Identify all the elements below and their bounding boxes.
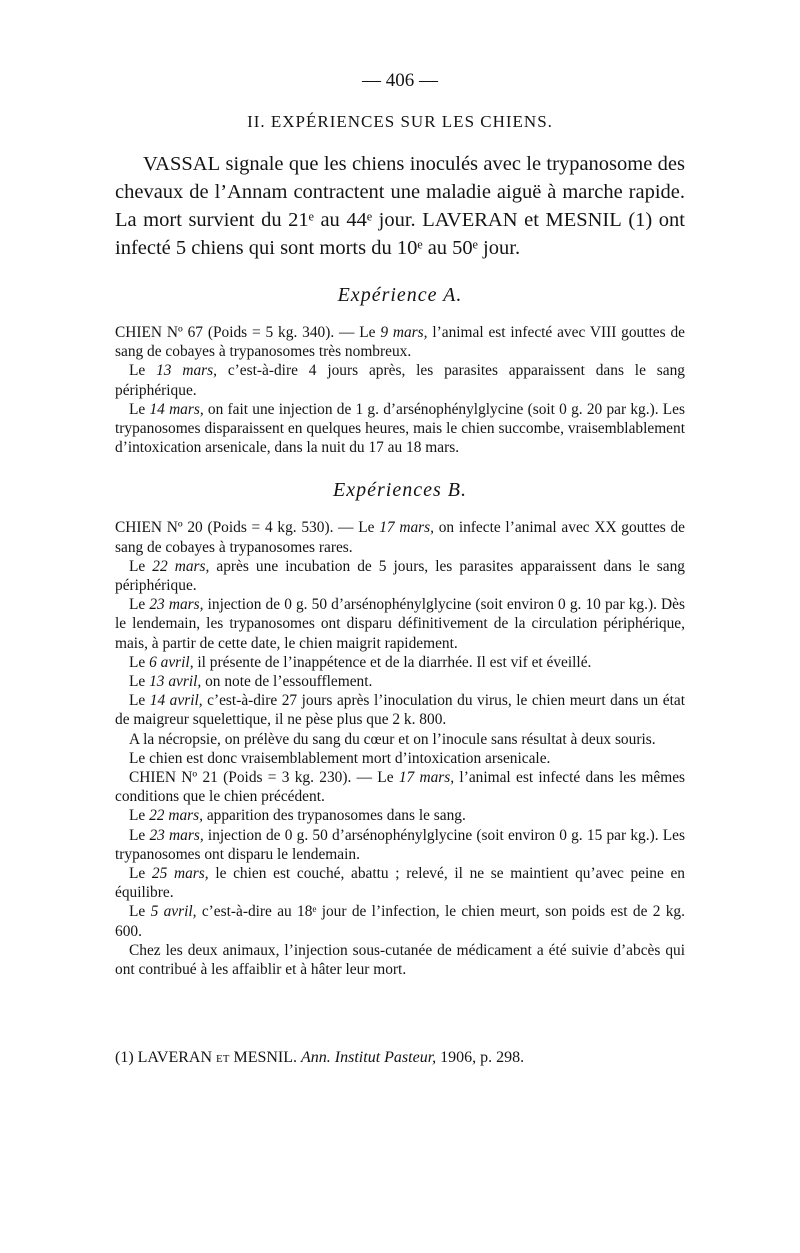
exp-b-paragraph: A la nécropsie, on prélève du sang du cœur et on l’inocule sans résultat à deux souris. [129, 730, 656, 748]
exp-b-paragraph: Le 22 mars, après une incubation de 5 jours, les parasites apparaissent dans le sang périphérique. [115, 557, 685, 595]
page-body [115, 70, 685, 979]
footnote: (1) LAVERAN et MESNIL. Ann. Institut Pasteur, 1906, p. 298. [115, 1049, 525, 1066]
author-laveran: LAVERAN [422, 209, 518, 231]
section-title: II. EXPÉRIENCES SUR LES CHIENS. [247, 112, 553, 131]
exp-a-paragraph: CHIEN Nº 67 (Poids = 5 kg. 340). — Le 9 mars, l’animal est infecté avec VIII gouttes de sang de cobayes à trypanosomes très nombreux. [115, 324, 685, 361]
exp-b-paragraph: Le 23 mars, injection de 0 g. 50 d’arsénophénylglycine (soit environ 0 g. 10 par kg.). Dès le lendemain, les trypanosomes ont disparu définitivement de la circulation périphérique, mais, à partir de cette date, le chien maigrit rapidement. [115, 596, 685, 652]
author-mesnil: MESNIL [545, 209, 622, 231]
exp-b-paragraph: Le 14 avril, c’est-à-dire 27 jours après l’inoculation du virus, le chien meurt dans un état de maigreur squelettique, il ne pèse plus que 2 k. 800. [115, 692, 685, 729]
page-number: — 406 — [362, 70, 438, 91]
experiment-b-title: Expériences B. [333, 479, 467, 502]
exp-b-paragraph: Le 5 avril, c’est-à-dire au 18ᵉ jour de l’infection, le chien meurt, son poids est de 2 kg. 600. [115, 903, 685, 940]
exp-a-paragraph: Le 13 mars, c’est-à-dire 4 jours après, les parasites apparaissent dans le sang périphérique. [115, 362, 685, 399]
experiment-a-body [115, 323, 685, 457]
exp-b-paragraph: Le 25 mars, le chien est couché, abattu ; relevé, il ne se maintient qu’avec peine en équilibre. [115, 865, 686, 902]
author-vassal: VASSAL [143, 153, 221, 175]
exp-b-paragraph: Chez les deux animaux, l’injection sous-cutanée de médicament a été suivie d’abcès qui ont contribué à les affaiblir et à hâter leur mort. [115, 941, 685, 979]
exp-a-paragraph: Le 14 mars, on fait une injection de 1 g. d’arsénophénylglycine (soit 0 g. 20 par kg.). Les trypanosomes disparaissent en quelques heures, mais le chien succombe, vraisemblablement d’intoxication arsenicale, dans la nuit du 17 au 18 mars. [115, 400, 685, 457]
exp-b-paragraph: Le 13 avril, on note de l’essoufflement. [129, 673, 373, 691]
intro-paragraph: VASSAL signale que les chiens inoculés avec le trypanosome des chevaux de l’Annam contractent une maladie aiguë à marche rapide. La mort survient du 21ᵉ au 44ᵉ jour. LAVERAN et MESNIL (1) ont infecté 5 chiens qui sont morts du 10ᵉ au 50ᵉ jour. [115, 153, 685, 259]
experiment-b-body [115, 518, 685, 979]
exp-b-paragraph: Le 6 avril, il présente de l’inappétence et de la diarrhée. Il est vif et éveillé. [129, 653, 592, 671]
experiment-a-title: Expérience A. [337, 284, 463, 306]
exp-b-paragraph: Le chien est donc vraisemblablement mort d’intoxication arsenicale. [129, 749, 551, 767]
exp-b-paragraph: Le 22 mars, apparition des trypanosomes dans le sang. [129, 807, 466, 825]
exp-b-paragraph: CHIEN Nº 21 (Poids = 3 kg. 230). — Le 17 mars, l’animal est infecté dans les mêmes conditions que le chien précédent. [115, 769, 686, 806]
exp-b-paragraph: CHIEN Nº 20 (Poids = 4 kg. 530). — Le 17 mars, on infecte l’animal avec XX gouttes de sang de cobayes à trypanosomes rares. [115, 519, 686, 556]
exp-b-paragraph: Le 23 mars, injection de 0 g. 50 d’arsénophénylglycine (soit environ 0 g. 15 par kg.). Les trypanosomes ont disparu le lendemain. [115, 826, 685, 863]
